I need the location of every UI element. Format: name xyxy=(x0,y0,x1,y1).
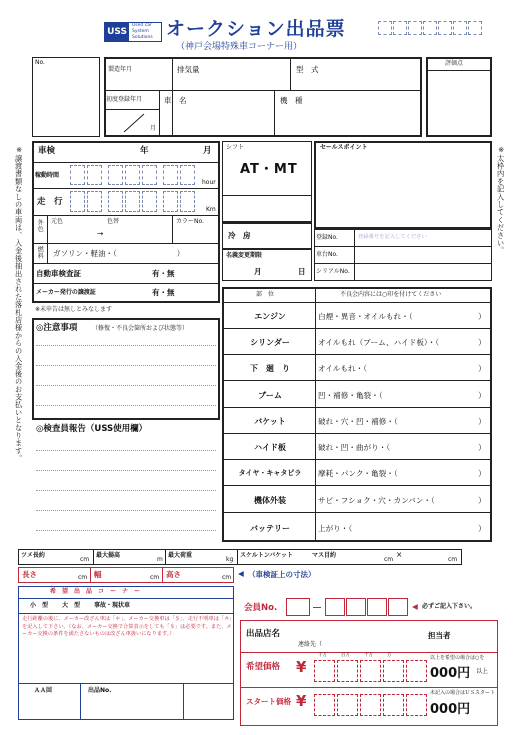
part-options[interactable]: オイルもれ・（ xyxy=(318,364,367,373)
member-must-note: 必ずご記入下さい。 xyxy=(422,603,477,610)
unit-label: 百万 xyxy=(341,653,350,658)
caution-sub: （修復・不良会箇所および状態等） xyxy=(92,325,189,332)
start-digit-box[interactable] xyxy=(337,694,358,716)
inspection-cert-yesno[interactable]: 有・無 xyxy=(152,269,175,278)
member-no-box[interactable] xyxy=(388,598,408,616)
fuel-label: 燃料 xyxy=(36,246,44,259)
corner-title: 希 望 出 品 コ ー ナ ー xyxy=(50,588,141,595)
logo-sub: System xyxy=(132,29,149,34)
part-options[interactable]: 上がり・（ xyxy=(318,524,353,533)
part-name: タイヤ・キャタピラ xyxy=(238,469,302,477)
start-note: 未記入の場合はＵＳスタート xyxy=(430,690,496,696)
sales-point-box[interactable] xyxy=(314,141,492,229)
car-name-label: 車 名 xyxy=(164,96,187,105)
mileage-label: 走 行 xyxy=(37,197,63,207)
original-color-label: 元色 xyxy=(51,218,64,225)
part-options[interactable]: オイルもれ（ブーム、ハイド板）・（ xyxy=(318,338,440,347)
store-label: 出品店名 xyxy=(246,629,281,639)
inspector-report-label: ◎検査員報告（USS使用欄） xyxy=(36,424,148,434)
part-name: バケット xyxy=(254,417,286,426)
max-lift-label: 最大揚高 xyxy=(96,552,121,559)
shift-label: シフト xyxy=(226,144,245,151)
reg-no-label: 登録No. xyxy=(316,234,338,241)
must-arrow: ◀ xyxy=(412,602,418,611)
inspection-year: 年 xyxy=(140,146,149,156)
form-subtitle: （神戸会場特殊車コーナー用） xyxy=(176,42,303,52)
part-options[interactable]: 凹・補修・亀裂・（ xyxy=(318,391,383,400)
part-name: 機体外装 xyxy=(254,496,286,505)
km-unit: Km xyxy=(206,206,216,213)
hope-price-label: 希望価格 xyxy=(246,662,281,672)
logo-mark: USS xyxy=(105,23,129,41)
hope-digit-box[interactable] xyxy=(314,660,335,682)
mileage-boxes[interactable] xyxy=(68,190,202,214)
start-thousand: 000円 xyxy=(430,702,471,717)
chassis-no-label: 車台No. xyxy=(316,251,338,258)
unit-label: 万 xyxy=(387,653,392,658)
width-label: 幅 xyxy=(94,570,102,579)
dims-note: （車検証上の寸法） xyxy=(248,570,316,579)
start-digit-box[interactable] xyxy=(383,694,404,716)
member-no-box[interactable] xyxy=(367,598,387,616)
part-close: ） xyxy=(478,364,486,373)
part-name: ブーム xyxy=(258,391,282,400)
part-name: シリンダー xyxy=(250,338,290,347)
aa-label: ＡＡ回 xyxy=(34,687,53,694)
ac-label: 冷 房 xyxy=(228,231,251,240)
hope-digit-box[interactable] xyxy=(406,660,427,682)
start-price-label: スタート価格 xyxy=(246,697,291,706)
grade-box[interactable] xyxy=(426,57,492,137)
corner-opt-small[interactable]: 小 型 xyxy=(30,602,49,609)
uss-logo xyxy=(104,22,162,42)
hour-unit: hour xyxy=(202,179,216,186)
hope-note: 以上を希望の場合は○を xyxy=(430,655,485,661)
contact-label: 連絡先（ xyxy=(298,641,323,648)
part-name: バッテリー xyxy=(250,524,290,533)
person-label: 担当者 xyxy=(428,631,451,640)
unit-label: 十万 xyxy=(364,653,373,658)
inspection-label: 車検 xyxy=(38,146,56,156)
corner-opt-accident[interactable]: 事故・現状車 xyxy=(94,602,131,609)
model-type-label: 型 式 xyxy=(296,65,319,74)
grade-label: 評価点 xyxy=(445,60,464,67)
start-yen: ¥ xyxy=(296,692,307,710)
max-lift-unit: m xyxy=(157,556,163,563)
part-options[interactable]: サビ・フショク・穴・カンバン・（ xyxy=(318,496,435,505)
left-side-note: ※譲渡書類なしの車両は、入金後抽出された落札店様からの入金後のお支払いとなります。 xyxy=(14,145,24,463)
claw-label: ツメ長約 xyxy=(21,552,45,559)
width-unit: cm xyxy=(150,574,160,581)
part-close: ） xyxy=(478,469,486,478)
part-options[interactable]: 破れ・凹・曲がり・（ xyxy=(318,443,391,452)
logo-sub: Used car xyxy=(132,23,152,28)
fuel-options[interactable]: ガソリン・軽油・（ ） xyxy=(53,249,185,258)
serial-no-label: シリアルNo. xyxy=(316,268,350,275)
dims-arrow: ◀ xyxy=(238,569,244,578)
maker-transfer-yesno[interactable]: 有・無 xyxy=(152,288,175,297)
shift-value[interactable]: AT・MT xyxy=(240,162,298,177)
sales-point-label: セールスポイント xyxy=(320,144,368,151)
part-name: ハイド板 xyxy=(254,443,286,452)
shift-block xyxy=(222,141,312,223)
part-close: ） xyxy=(478,312,486,321)
name-change-month: 月 xyxy=(254,267,262,276)
member-no-box[interactable] xyxy=(325,598,345,616)
form-title: オークション出品票 xyxy=(166,18,346,40)
no-box[interactable] xyxy=(32,57,100,137)
skeleton-label: スケルトンバケット xyxy=(240,552,293,559)
length-unit: cm xyxy=(78,574,88,581)
part-name: 下 廻 り xyxy=(250,364,290,373)
first-reg-label: 初度登録年月 xyxy=(106,96,143,103)
no-label: No. xyxy=(35,59,45,66)
length-label: 長さ xyxy=(22,570,37,579)
hope-digit-box[interactable] xyxy=(383,660,404,682)
maker-year-label: 製造年月 xyxy=(108,66,133,73)
inspection-cert-label: 自動車検査証 xyxy=(36,269,81,278)
start-digit-box[interactable] xyxy=(406,694,427,716)
listing-no-label: 出品No. xyxy=(88,687,112,694)
part-options[interactable]: 摩耗・パンク・亀裂・（ xyxy=(318,469,398,478)
hope-above[interactable]: 以上 xyxy=(476,668,489,675)
hours-boxes[interactable] xyxy=(68,164,202,187)
maker-transfer-label: メーカー発行の譲渡証 xyxy=(36,289,96,296)
hope-yen: ¥ xyxy=(296,658,307,676)
part-close: ） xyxy=(478,524,486,533)
repaint-label: 色替 xyxy=(107,218,120,225)
part-close: ） xyxy=(478,338,486,347)
part-close: ） xyxy=(478,443,486,452)
logo-sub: Solutions xyxy=(132,35,153,40)
member-no-box[interactable] xyxy=(346,598,366,616)
parts-header-note: 不良会内容には○印を付けてください xyxy=(340,291,442,298)
unit-label: 千万 xyxy=(318,653,327,658)
parts-header-part: 部 位 xyxy=(256,291,275,298)
color-arrow: → xyxy=(97,229,104,238)
hope-thousand: 000円 xyxy=(430,666,471,681)
color-no-label: カラーNo. xyxy=(176,218,204,225)
mesh-unit-2: cm xyxy=(448,556,458,563)
displacement-label: 排気量 xyxy=(177,65,200,74)
height-unit: cm xyxy=(222,574,232,581)
name-change-label: 名義変更期限 xyxy=(226,252,263,259)
dims-row-2 xyxy=(18,567,234,583)
name-change-day: 日 xyxy=(298,267,306,276)
part-close: ） xyxy=(478,496,486,505)
max-load-label: 最大荷重 xyxy=(168,552,193,559)
first-reg-month: 月 xyxy=(150,125,157,132)
hours-label: 稼動時間 xyxy=(35,172,60,179)
member-no-box[interactable] xyxy=(286,598,310,616)
caution-label: ◎注意事項 xyxy=(36,323,78,333)
inspection-month: 月 xyxy=(203,146,212,156)
hope-digit-box[interactable] xyxy=(337,660,358,682)
corner-opt-large[interactable]: 大 型 xyxy=(62,602,81,609)
max-load-unit: kg xyxy=(226,556,234,563)
part-name: エンジン xyxy=(254,312,286,321)
part-close: ） xyxy=(478,417,486,426)
mesh-times: × xyxy=(396,550,403,559)
odometer-note: 走行距離の後に、メーカー改ざん車は「＊」、メーカー交換車は「＄」、走行不明車は「＃」を記入して下さい。（なお、メーカー交換で合算表示をしても「＄」は必要です。また、メーカー交換の条件を満たさないものは改ざん車扱いになります。） xyxy=(22,616,232,638)
member-no-label: 会員No. xyxy=(244,603,278,613)
mesh-unit-1: cm xyxy=(384,556,394,563)
undeclared-note: ※未申告は無しとみなします xyxy=(35,306,113,313)
plate-placeholder[interactable]: 登録番号を記入してください xyxy=(358,234,427,240)
part-options[interactable]: 白煙・異音・オイルもれ・（ xyxy=(318,312,413,321)
exterior-label: 外色 xyxy=(36,219,44,232)
form-number-boxes xyxy=(378,21,493,35)
part-close: ） xyxy=(478,391,486,400)
car-model-label: 機 種 xyxy=(280,96,303,105)
height-label: 高さ xyxy=(166,570,181,579)
start-digit-box[interactable] xyxy=(314,694,335,716)
part-options[interactable]: 破れ・穴・凹・補修・（ xyxy=(318,417,398,426)
claw-unit: cm xyxy=(80,556,90,563)
hope-digit-box[interactable] xyxy=(360,660,381,682)
slash-mark xyxy=(122,112,146,134)
mesh-label: マス目約 xyxy=(312,552,337,559)
start-digit-box[interactable] xyxy=(360,694,381,716)
right-side-note: ※太枠内を記入してください。 xyxy=(496,145,506,255)
